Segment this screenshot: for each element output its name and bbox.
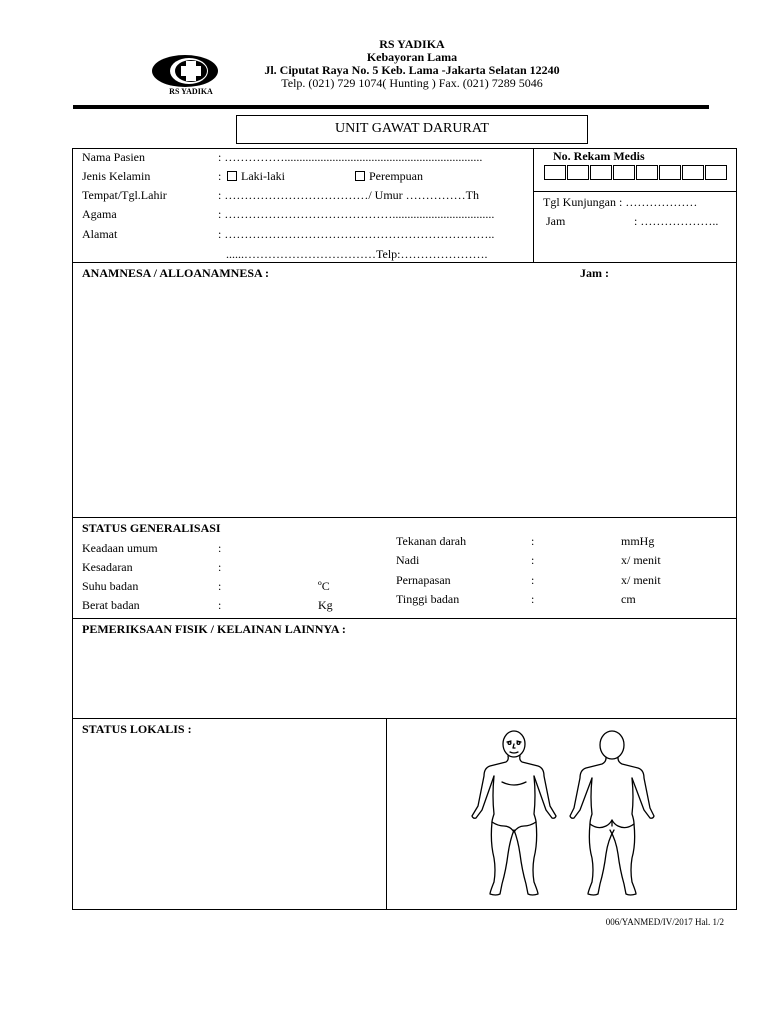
hospital-logo — [146, 52, 226, 98]
status-label: Berat badan — [82, 598, 140, 612]
hospital-address: Jl. Ciputat Raya No. 5 Keb. Lama -Jakarta Selatan 12240 — [264, 63, 560, 77]
checkbox-icon[interactable] — [227, 171, 237, 181]
checkbox-icon[interactable] — [355, 171, 365, 181]
rm-digit-box[interactable] — [705, 165, 727, 180]
body-back-icon — [570, 731, 654, 895]
rm-digit-box[interactable] — [636, 165, 658, 180]
pemeriksaan-fisik-title: PEMERIKSAAN FISIK / KELAINAN LAINNYA : — [82, 622, 346, 636]
divider-anamnesa — [72, 517, 737, 518]
label-agama: Agama — [82, 207, 117, 221]
footer-document-code: 006/YANMED/IV/2017 Hal. 1/2 — [605, 917, 724, 927]
checkbox-perempuan[interactable] — [355, 169, 423, 184]
hospital-phone: Telp. (021) 729 1074( Hunting ) Fax. (021) 7289 5046 — [281, 76, 543, 90]
body-diagram-icon — [460, 728, 670, 900]
label-jenis-kelamin: Jenis Kelamin — [82, 169, 151, 183]
divider-pemeriksaan — [72, 718, 737, 719]
rm-digit-box[interactable] — [544, 165, 566, 180]
status-label: Keadaan umum — [82, 541, 158, 555]
status-unit: ºC — [318, 579, 330, 593]
label-jam-kunjungan: Jam — [546, 214, 566, 228]
status-unit: cm — [621, 592, 636, 606]
status-label: Kesadaran — [82, 560, 133, 574]
rekam-medis-title: No. Rekam Medis — [553, 149, 645, 163]
status-colon: : — [531, 573, 535, 587]
status-unit: Kg — [318, 598, 333, 612]
gender-option-label: Perempuan — [369, 169, 423, 183]
status-colon: : — [531, 592, 535, 606]
status-colon: : — [218, 541, 222, 555]
checkbox-laki-laki[interactable] — [227, 169, 285, 184]
status-generalisasi-title: STATUS GENERALISASI — [82, 521, 221, 535]
field-alamat-line2[interactable]: ......……………………………Telp:…………………. — [226, 247, 488, 261]
status-colon: : — [218, 560, 222, 574]
rm-digit-box[interactable] — [613, 165, 635, 180]
status-lokalis-writing-area[interactable] — [76, 740, 382, 906]
label-tempat-tgl-lahir: Tempat/Tgl.Lahir — [82, 188, 167, 202]
status-colon: : — [531, 553, 535, 567]
form-title: UNIT GAWAT DARURAT — [335, 121, 489, 136]
divider-identity-vertical — [533, 148, 534, 262]
rm-digit-box[interactable] — [567, 165, 589, 180]
field-alamat[interactable]: : ………………………………………………………….. — [218, 227, 495, 241]
rm-digit-box[interactable] — [590, 165, 612, 180]
form-title-box — [236, 115, 588, 144]
status-colon: : — [218, 598, 222, 612]
logo-caption: RS YADIKA — [169, 87, 213, 96]
field-tgl-kunjungan[interactable]: Tgl Kunjungan : ……………… — [543, 195, 698, 209]
body-diagram-panel[interactable] — [460, 728, 670, 900]
status-unit: x/ menit — [621, 553, 661, 567]
pemeriksaan-writing-area[interactable] — [76, 640, 732, 714]
label-alamat: Alamat — [82, 227, 118, 241]
header-rule — [73, 105, 709, 109]
anamnesa-writing-area[interactable] — [76, 284, 732, 512]
status-colon: : — [531, 534, 535, 548]
divider-identity — [72, 262, 737, 263]
status-lokalis-title: STATUS LOKALIS : — [82, 722, 192, 736]
label-nama-pasien: Nama Pasien — [82, 150, 145, 164]
field-jam-kunjungan[interactable]: : ……………….. — [634, 214, 719, 228]
body-front-icon — [472, 731, 556, 895]
divider-status — [72, 618, 737, 619]
field-tempat-tgl-lahir[interactable]: : ………………………………/ Umur ……………Th — [218, 188, 479, 202]
field-jenis-kelamin-colon: : — [218, 169, 222, 183]
status-label: Tekanan darah — [396, 534, 467, 548]
status-colon: : — [218, 579, 222, 593]
status-label: Suhu badan — [82, 579, 139, 593]
status-unit: mmHg — [621, 534, 655, 548]
rm-digit-box[interactable] — [659, 165, 681, 180]
field-nama-pasien[interactable]: : …………….................................................................. — [218, 150, 483, 164]
field-agama[interactable]: : …………………………………….................................. — [218, 207, 495, 221]
gender-option-label: Laki-laki — [241, 169, 285, 183]
status-unit: x/ menit — [621, 573, 661, 587]
divider-right-info — [533, 191, 737, 192]
anamnesa-title: ANAMNESA / ALLOANAMNESA : — [82, 266, 270, 280]
divider-lokalis-vertical — [386, 718, 387, 910]
rm-digit-box[interactable] — [682, 165, 704, 180]
hospital-district: Kebayoran Lama — [366, 50, 458, 64]
anamnesa-time-label: Jam : — [580, 266, 609, 280]
status-label: Pernapasan — [396, 573, 451, 587]
status-label: Nadi — [396, 553, 420, 567]
hospital-name: RS YADIKA — [379, 37, 445, 51]
status-label: Tinggi badan — [396, 592, 460, 606]
